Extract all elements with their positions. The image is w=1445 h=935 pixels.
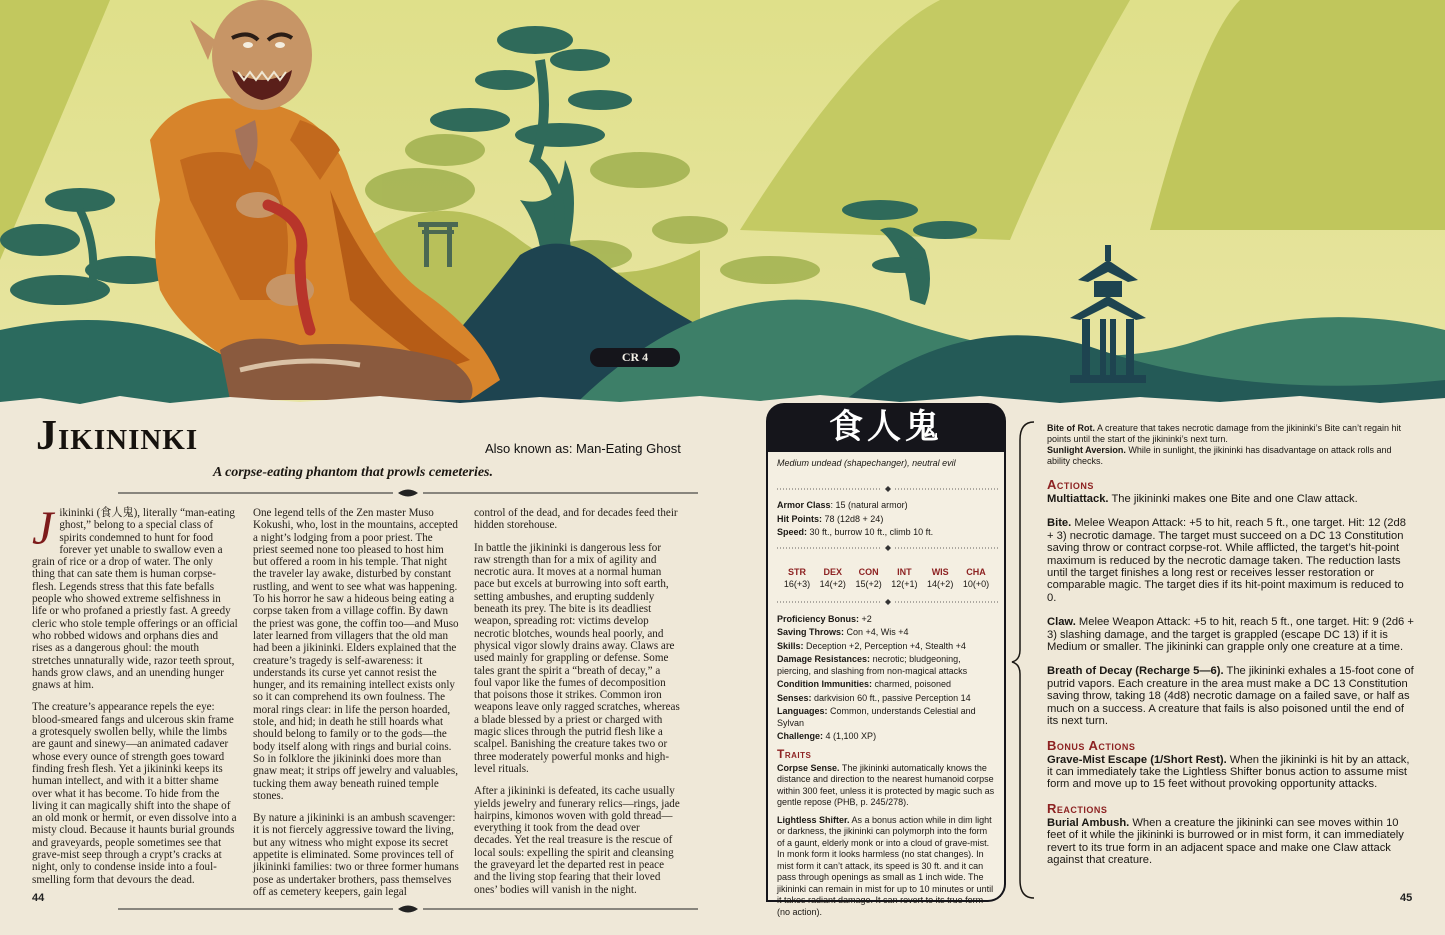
trait-name: Bite of Rot. bbox=[1047, 423, 1095, 433]
ability-scores bbox=[777, 567, 996, 590]
drop-cap: J bbox=[32, 502, 54, 555]
creature-type: Medium undead (shapechanger), neutral evil bbox=[777, 458, 956, 468]
action-name: Bite. bbox=[1047, 517, 1072, 530]
ability-con: CON 15(+2) bbox=[855, 567, 882, 589]
lore-column-1 bbox=[32, 502, 238, 896]
column-bracket bbox=[1008, 420, 1038, 900]
page-number-left: 44 bbox=[32, 892, 45, 904]
trait-text: As a bonus action while in dim light or darkness, the jikininki can polymorph into the form of a gaunt, elderly monk or into a cloud of grave-mist. In monk form it looks harmless (no stat changes). In mist form it can’t attack, its speed is 30 ft. and it can pass through openings as small as 1 inch wide. The jikininki can remain in mist for up to 10 minutes or until it takes radiant damage. It can revert to its true form (no action). bbox=[777, 814, 994, 917]
trait-text: While in sunlight, the jikininki has disadvantage on attack rolls and ability checks. bbox=[1047, 445, 1392, 466]
armor-class: 15 (natural armor) bbox=[835, 500, 908, 510]
statblock-separator bbox=[777, 598, 999, 606]
reactions-heading: Reactions bbox=[1047, 800, 1108, 816]
lore-paragraph: ikininki (食人鬼), literally “man-eating ghost,” belong to a special class of spirits condemned to hunt for food forever yet unable to swallow even a grain of rice or a drop of water. The only thing that can sate them is human corpse-flesh. Legends stress that this fate befalls people who showed extreme selfishness in life or who profaned a priestly fast. A greedy cleric who stole temple offerings or an official who robbed widows and orphans dies and rises as a dangerous ghoul: the mouth stretches unnaturally wide, razor teeth sprout, hands grow claws, and an unending hunger gnaws at him. bbox=[32, 507, 238, 692]
reaction-text: When a creature the jikininki can see moves within 10 feet of it while the jikininki is burrowed or in mist form, it can immediately revert to its true form in an adjacent space and make one Claw attack against that creature. bbox=[1047, 816, 1404, 866]
trait-text: The jikininki automatically knows the distance and direction to the nearest humanoid corpse within 300 feet, unless it is protected by magic such as gentle repose (PHB, p. 245/278). bbox=[777, 762, 995, 807]
lore-paragraph: By nature a jikininki is an ambush scavenger: it is not fiercely aggressive toward the living, but any witness who might expose its secret appetite is eliminated. Some provinces tell of jikininki families: two or three former humans pose as undertaker brothers, pass themselves off as cemetery keepers, gain legal bbox=[253, 812, 459, 898]
lore-paragraph: control of the dead, and for decades feed their hidden storehouse. bbox=[474, 507, 678, 532]
bonus-actions-heading: Bonus Actions bbox=[1047, 737, 1136, 753]
lore-paragraph: After a jikininki is defeated, its cache usually yields jewelry and funerary relics—rings, jade hairpins, kimonos woven with gold thread—everything it took from the dead over decades. Yet the real treasure is the rescue of local souls: expelling the spirit and cleansing the graveyard let the departed rest in peace and the living stop fearing that their loved ones’ bodies will vanish in the night. bbox=[474, 785, 680, 896]
languages-label: Languages: bbox=[777, 706, 828, 716]
senses: darkvision 60 ft., passive Perception 14 bbox=[814, 692, 971, 703]
header-illustration bbox=[0, 0, 1445, 420]
ability-cha: CHA 10(+0) bbox=[962, 567, 990, 589]
action-text: The jikininki makes one Bite and one Claw attack. bbox=[1111, 493, 1358, 505]
tagline: A corpse-eating phantom that prowls cemeteries. bbox=[213, 465, 494, 480]
statblock-separator bbox=[777, 485, 999, 493]
statblock-kanji-header: 食人鬼 bbox=[766, 403, 1006, 452]
top-divider bbox=[118, 486, 698, 500]
page-number-right: 45 bbox=[1400, 892, 1413, 904]
ability-dex: DEX 14(+2) bbox=[819, 567, 846, 589]
action-name: Claw. bbox=[1047, 616, 1076, 629]
action-name: Multiattack. bbox=[1047, 493, 1109, 505]
reaction-name: Burial Ambush. bbox=[1047, 816, 1130, 829]
statblock: Medium undead (shapechanger), neutral evil Armor Class: 15 (natural armor) Hit Points: 78 (12d8 + 24) Speed: 30 ft., burrow 10 ft., climb 10 ft. STR 16(+3) DEX 14(+2) CON 15(+2) INT 12(+1) WIS 14(+2) CHA 10(+0) Proficiency Bonus: +2 Saving Throws: Con +4, Wis +4 Skills: Deception +2, Perception +4, Stealth +4 Damage Resistances: necrotic; bludgeoning, piercing, and slashing from non-magical attacks Condition Immunities: charmed, poisoned Senses: darkvision 60 ft., passive Perception 14 Languages: Common, understands Celestial and Sylvan Challenge: 4 (1,100 XP) Traits Corpse Sense. The jikininki automatically knows the distance and direction to the nearest humanoid corpse within 300 feet, unless it is protected by magic such as gentle repose (PHB, p. 245/278). Lightless Shifter. As a bonus action while in dim light or darkness, the jikininki can polymorph into the form of a gaunt, elderly monk or into a cloud of grave-mist. In monk form it looks harmless (no stat changes). In mist form it can’t attack, its speed is 30 ft. and it can pass through openings as small as 1 inch wide. The jikininki can remain in mist for up to 10 minutes or until it takes radiant damage. It can revert to its true form (no action). bbox=[766, 452, 1006, 902]
statblock-continued bbox=[1047, 423, 1415, 866]
resist-label: Damage Resistances: bbox=[777, 654, 871, 664]
trait-name: Corpse Sense. bbox=[777, 762, 840, 773]
saving-throws: Con +4, Wis +4 bbox=[846, 627, 909, 637]
saves-label: Saving Throws: bbox=[777, 627, 845, 637]
prof-label: Proficiency Bonus: bbox=[777, 613, 860, 624]
bottom-divider bbox=[118, 902, 698, 916]
trait-name: Sunlight Aversion. bbox=[1047, 445, 1126, 455]
proficiency-bonus: +2 bbox=[861, 613, 872, 624]
action-name: Grave-Mist Escape (1/Short Rest). bbox=[1047, 753, 1227, 766]
lore-paragraph: The creature’s appearance repels the eye: blood-smeared fangs and ulcerous skin frame a grotesquely swollen belly, while the limbs are gaunt and sinewy—an animated cadaver whose every ounce of strength goes toward finding fresh flesh. Yet a jikininki keeps its human intellect, and with it a bitter shame over what it has become. To hide from the living it can magically shift into the shape of an old monk or hermit, or even dissolve into a misty cloud. Because it haunts burial grounds and graveyards, people sometimes see that grave-mist seep through a crypt’s cracks at night, only to condense inside into a foul-smelling form that devours the dead. bbox=[32, 701, 237, 886]
lore-paragraph: In battle the jikininki is dangerous less for raw strength than for a mix of agility and necrotic aura. It moves at a normal human pace but excels at burrowing into soft earth, setting ambushes, and erupting suddenly beneath its prey. The bite is its deadliest weapon, spreading rot: victims develop necrotic blotches, wounds heal poorly, and physical vigor slowly drains away. Claws are used mainly for grappling or defense. Some tales grant the spirit a “breath of decay,” a foul vapor like the fumes of decomposition that poisons those it strikes. Common iron weapons leave only ragged scratches, whereas a blade blessed by a priest or charged with magic slices through the putrid flesh like a scalpel. Banishing the creature takes two or three moderately powerful monks and high-level rituals. bbox=[474, 541, 680, 775]
lore-paragraph: One legend tells of the Zen master Muso Kokushi, who, lost in the mountains, accepted a night’s lodging from a poor priest. The priest seemed none too pleased to host him but offered a room in his temple. That night the traveler lay awake, disturbed by constant rustling, and went to see what was happening. To his horror he saw a hideous being eating a corpse taken from a village coffin. By dawn the priest was gone, the coffin too—and Muso later learned from villagers that the old man had been a jikininki. Elders explained that the creature’s tragedy is self-awareness: it understands its curse yet cannot resist the hunger, and its remaining intellect exists only so it can comprehend its own foulness. The moral rings clear: in life the person hoarded, stole, and hid; in death he still hoards what should belong to family or to the gods—the body itself along with rings and burial coins. So in folklore the jikininki does more than gnaw meat; it strips off jewelry and valuables, tucking them away beneath ruined temple stones. bbox=[253, 507, 459, 802]
traits-heading: Traits bbox=[777, 746, 812, 761]
condition-immunities: charmed, poisoned bbox=[874, 679, 952, 689]
hit-points: 78 (12d8 + 24) bbox=[824, 513, 884, 524]
speed: 30 ft., burrow 10 ft., climb 10 ft. bbox=[809, 527, 934, 537]
lore-column-2 bbox=[253, 507, 459, 908]
action-text: The jikininki exhales a 15-foot cone of putrid vapors. Each creature in the area must make a DC 13 Constitution saving throw, taking 18 (4d8) necrotic damage on a failed save, or half as much on a success. A creature that fails is also poisoned until the end of its next turn. bbox=[1047, 665, 1414, 728]
skills: Deception +2, Perception +4, Stealth +4 bbox=[806, 640, 966, 651]
ability-wis: WIS 14(+2) bbox=[927, 567, 954, 589]
cond-label: Condition Immunities: bbox=[777, 679, 872, 689]
skills-label: Skills: bbox=[777, 640, 804, 651]
actions-heading: Actions bbox=[1047, 477, 1094, 492]
ability-str: STR 16(+3) bbox=[783, 567, 811, 589]
ac-label: Armor Class bbox=[777, 500, 831, 510]
action-text: Melee Weapon Attack: +5 to hit, reach 5 ft., one target. Hit: 12 (2d8 + 3) necrotic damage. The target must succeed on a DC 13 Constitution saving throw or contract corpse-rot. While afflicted, the target’s hit-point maximum is reduced by the necrotic damage taken. The reduction lasts until the target finishes a long rest or receives lesser restoration or comparable magic. The target dies if its hit-point maximum is reduced to 0. bbox=[1047, 517, 1406, 604]
action-text: Melee Weapon Attack: +5 to hit, reach 5 ft., one target. Hit: 9 (2d6 + 3) slashing damage, and the target is grappled (escape DC 13) if it is Medium or smaller. The jikininki can grapple only one creature at a time. bbox=[1047, 616, 1414, 654]
ability-int: INT 12(+1) bbox=[891, 567, 918, 589]
speed-label: Speed: bbox=[777, 527, 808, 537]
trait-text: A creature that takes necrotic damage from the jikininki’s Bite can’t regain hit points until the start of the jikininki’s next turn. bbox=[1047, 423, 1402, 444]
languages: Common, understands Celestial and Sylvan bbox=[777, 706, 976, 728]
action-name: Breath of Decay (Recharge 5—6). bbox=[1047, 665, 1224, 678]
lore-column-3 bbox=[474, 507, 680, 906]
statblock-separator bbox=[777, 544, 999, 552]
also-known-as: Also known as: Man-Eating Ghost bbox=[485, 441, 681, 456]
damage-resistances: necrotic; bludgeoning, piercing, and slashing from non-magical attacks bbox=[777, 654, 968, 676]
action-text: When the jikininki is hit by an attack, it can immediately take the Lightless Shifter bonus action to assume mist form and move up to 15 feet without provoking opportunity attacks. bbox=[1047, 753, 1410, 791]
challenge: 4 (1,100 XP) bbox=[825, 731, 877, 741]
hp-label: Hit Points: bbox=[777, 513, 822, 524]
senses-label: Senses: bbox=[777, 692, 812, 703]
page-title: Jikininki bbox=[36, 413, 199, 459]
trait-name: Lightless Shifter. bbox=[777, 814, 850, 825]
cr-badge: CR 4 bbox=[590, 348, 680, 367]
challenge-label: Challenge: bbox=[777, 731, 824, 741]
